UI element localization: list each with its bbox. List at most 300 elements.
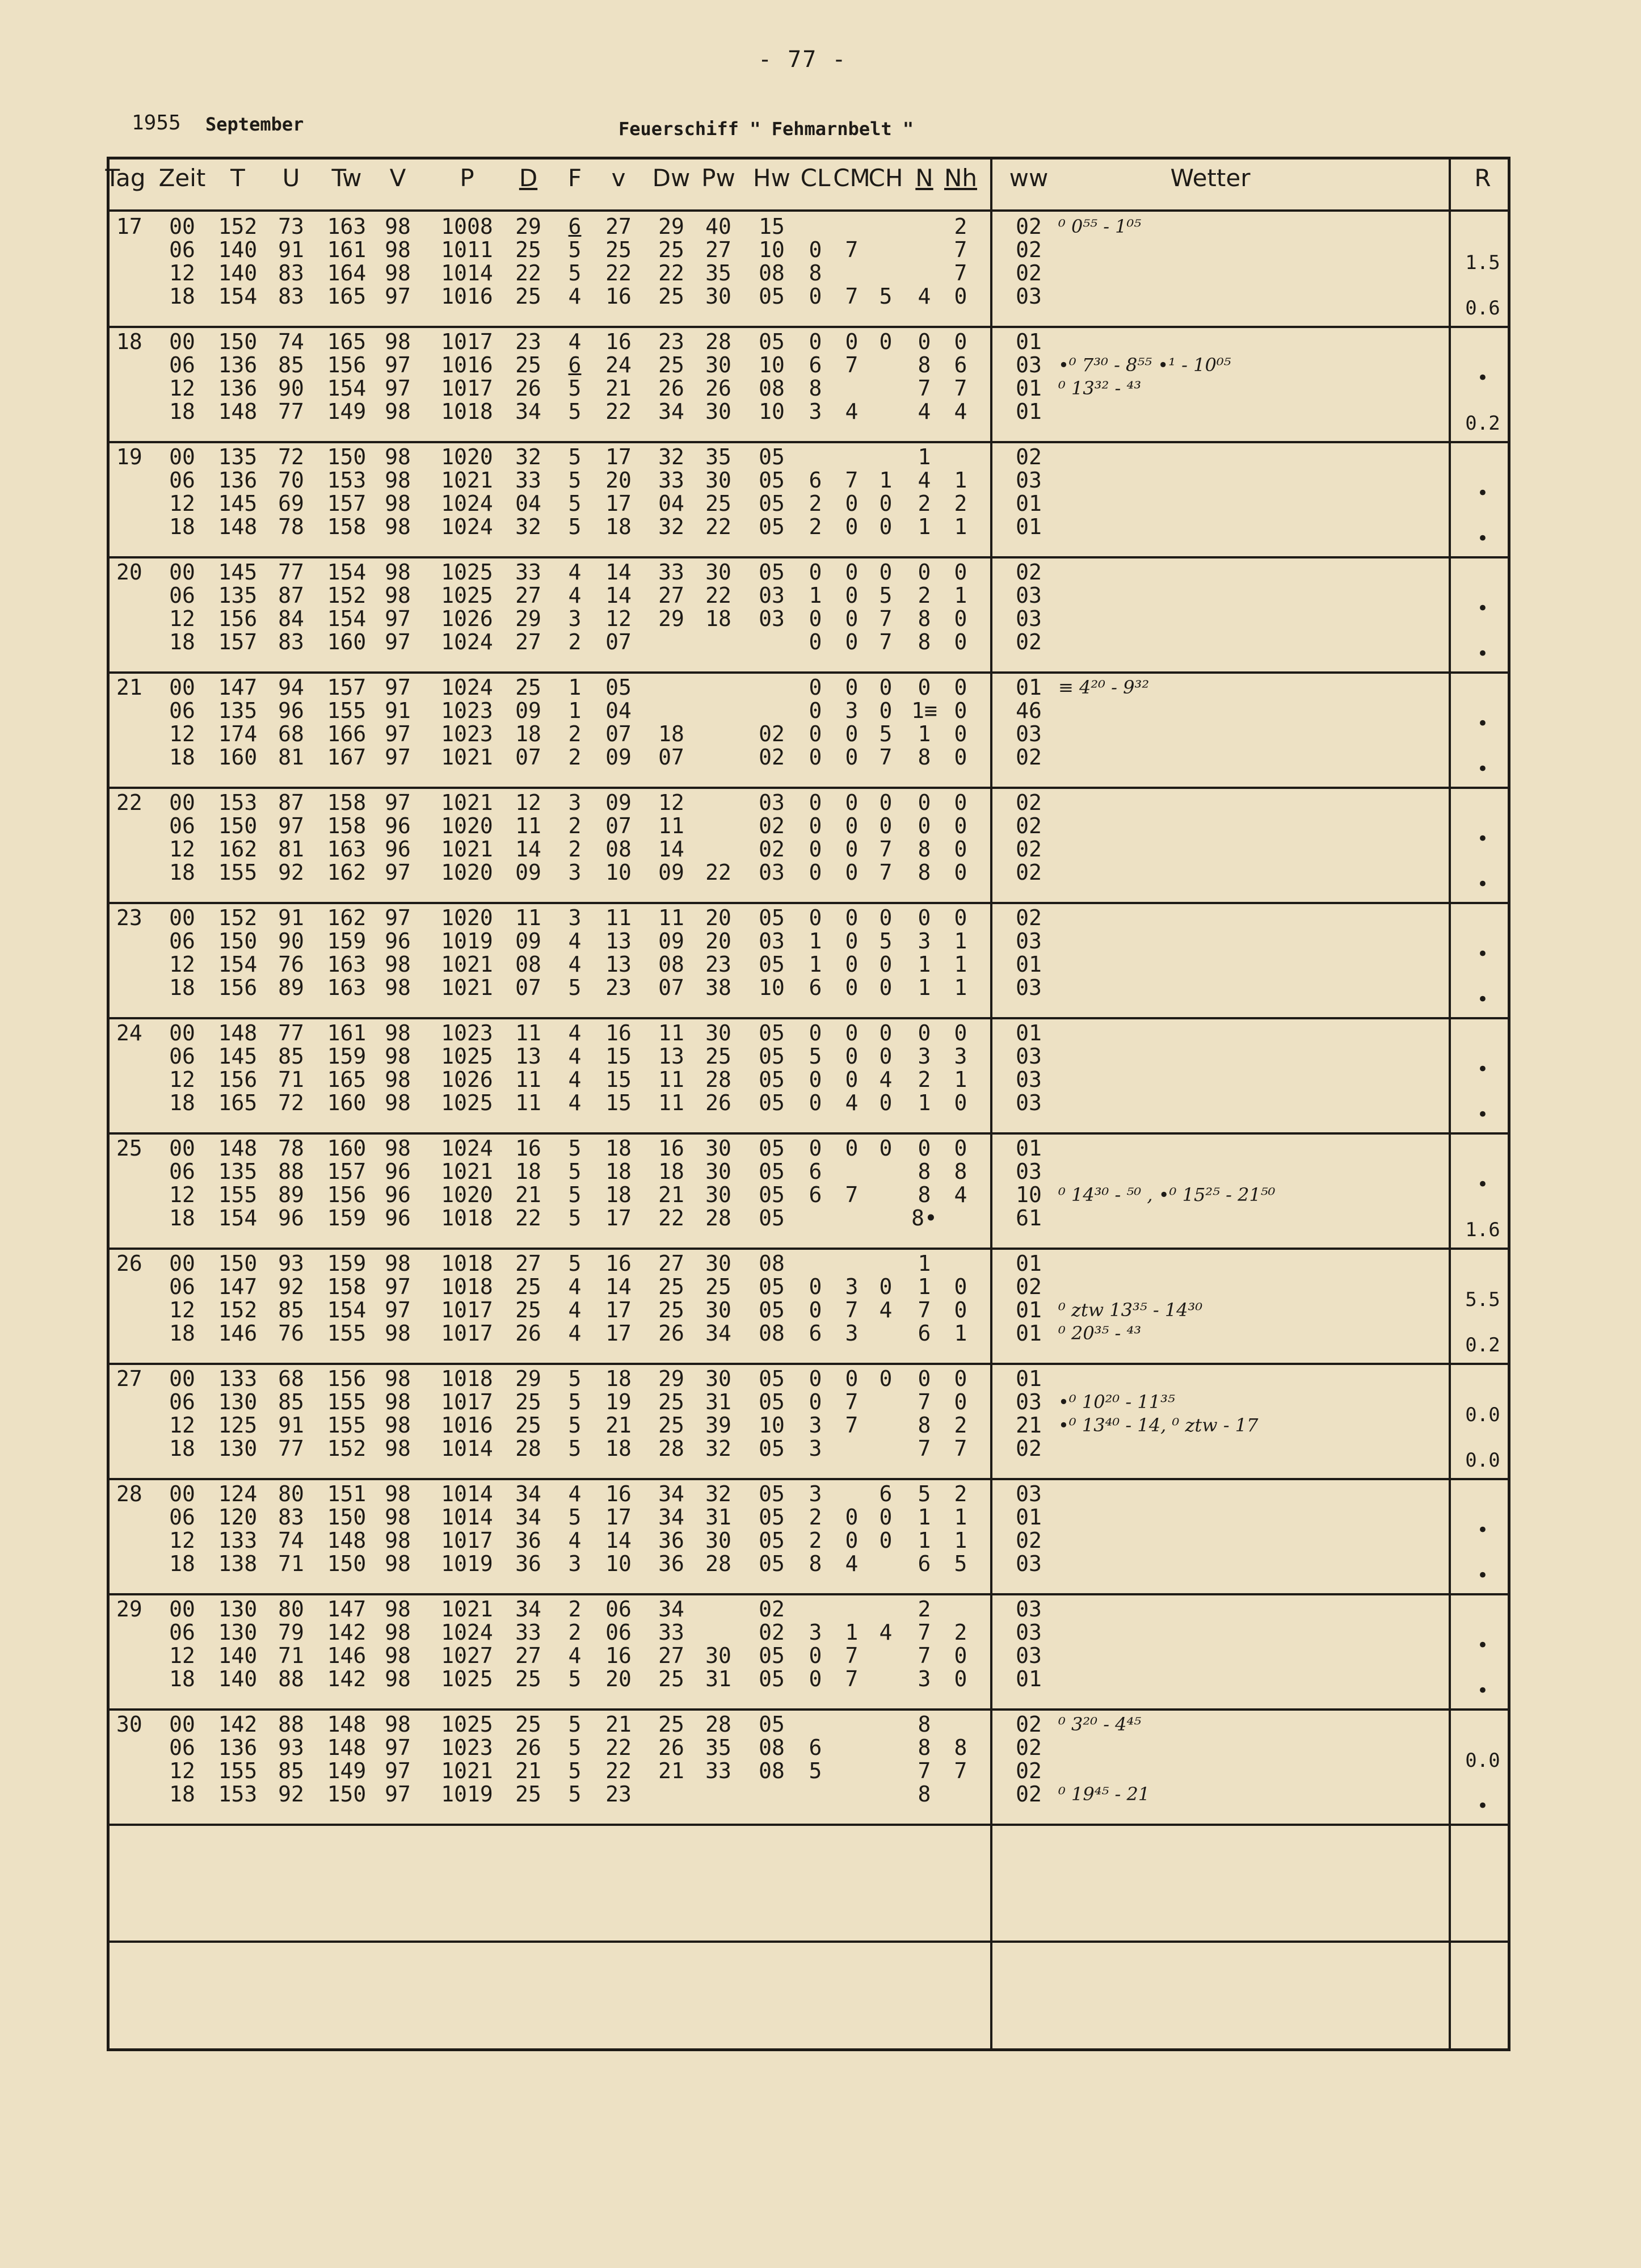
- month: September: [205, 114, 304, 135]
- cell-cl: 0: [809, 837, 822, 862]
- cell-f: 5: [568, 1366, 582, 1391]
- cell-p: 1025: [441, 1090, 493, 1115]
- cell-zeit: 06: [169, 1505, 195, 1530]
- header-tag: Tag: [105, 164, 146, 192]
- cell-v: 96: [385, 813, 411, 838]
- cell-n: 0: [918, 1020, 931, 1045]
- cell-n: 1: [918, 444, 931, 469]
- cell-r: •: [1476, 988, 1489, 1011]
- cell-cm: 7: [845, 1413, 859, 1438]
- cell-v: 98: [385, 1481, 411, 1506]
- cell-tw: 155: [327, 1413, 367, 1438]
- cell-t: 147: [218, 1274, 258, 1299]
- cell-ww: 03: [1016, 583, 1042, 608]
- header-ww: ww: [1009, 164, 1049, 192]
- cell-v-speed: 09: [605, 745, 632, 770]
- cell-v: 98: [385, 1666, 411, 1691]
- cell-r: •: [1476, 482, 1489, 505]
- cell-p: 1025: [441, 1666, 493, 1691]
- cell-f: 5: [568, 1251, 582, 1276]
- cell-v: 98: [385, 214, 411, 239]
- cell-f: 5: [568, 1389, 582, 1414]
- cell-p: 1021: [441, 1159, 493, 1184]
- header-nh: Nh: [944, 164, 978, 192]
- cell-hw: 05: [759, 444, 785, 469]
- cell-v: 98: [385, 514, 411, 539]
- cell-wetter: •⁰ 13⁴⁰ - 14, ⁰ ztw - 17: [1058, 1414, 1259, 1436]
- cell-v: 97: [385, 629, 411, 654]
- cell-ww: 01: [1016, 514, 1042, 539]
- cell-tw: 146: [327, 1643, 367, 1668]
- cell-ww: 02: [1016, 261, 1042, 285]
- cell-p: 1021: [441, 745, 493, 770]
- cell-p: 1014: [441, 1505, 493, 1530]
- table-row: [110, 377, 1508, 400]
- day-number: 25: [116, 1136, 142, 1161]
- cell-cl: 0: [809, 698, 822, 723]
- cell-t: 150: [218, 1251, 258, 1276]
- cell-tw: 157: [327, 675, 367, 700]
- cell-v-speed: 23: [605, 1782, 632, 1807]
- cell-ch: 4: [879, 1620, 893, 1645]
- cell-v-speed: 17: [605, 491, 632, 516]
- cell-v: 96: [385, 1159, 411, 1184]
- cell-ww: 02: [1016, 1782, 1042, 1807]
- cell-f: 4: [568, 1274, 582, 1299]
- station-name: Feuerschiff " Fehmarnbelt ": [618, 118, 914, 140]
- cell-tw: 160: [327, 1136, 367, 1161]
- cell-v: 96: [385, 929, 411, 954]
- cell-u: 92: [278, 1274, 304, 1299]
- cell-cl: 0: [809, 1297, 822, 1322]
- cell-d: 18: [515, 1159, 541, 1184]
- cell-dw: 09: [658, 860, 684, 885]
- cell-d: 25: [515, 1782, 541, 1807]
- cell-t: 156: [218, 1067, 258, 1092]
- cell-ch: 0: [879, 329, 893, 354]
- cell-cm: 0: [845, 560, 859, 585]
- cell-cm: 0: [845, 606, 859, 631]
- cell-f: 1: [568, 698, 582, 723]
- table-row: [110, 1759, 1508, 1783]
- cell-v: 98: [385, 1321, 411, 1346]
- day-block: [110, 1594, 1508, 1710]
- cell-f: 4: [568, 952, 582, 977]
- table-row: [110, 723, 1508, 746]
- cell-t: 138: [218, 1551, 258, 1576]
- cell-cl: 0: [809, 560, 822, 585]
- cell-t: 155: [218, 1182, 258, 1207]
- table-row: [110, 1506, 1508, 1529]
- cell-n: 1: [918, 1505, 931, 1530]
- cell-cm: 7: [845, 237, 859, 262]
- cell-ww: 03: [1016, 1067, 1042, 1092]
- cell-p: 1017: [441, 1297, 493, 1322]
- cell-hw: 05: [759, 1067, 785, 1092]
- cell-tw: 154: [327, 560, 367, 585]
- cell-tw: 163: [327, 214, 367, 239]
- header-pw: Pw: [701, 164, 735, 192]
- cell-pw: 28: [705, 1067, 731, 1092]
- table-row: [110, 1367, 1508, 1391]
- cell-cm: 0: [845, 1366, 859, 1391]
- cell-cm: 3: [845, 698, 859, 723]
- cell-hw: 03: [759, 606, 785, 631]
- cell-d: 32: [515, 444, 541, 469]
- cell-pw: 26: [705, 1090, 731, 1115]
- cell-tw: 164: [327, 261, 367, 285]
- cell-v: 98: [385, 1597, 411, 1622]
- day-number: 23: [116, 905, 142, 930]
- cell-d: 25: [515, 237, 541, 262]
- cell-pw: 28: [705, 1551, 731, 1576]
- table-row: [110, 1621, 1508, 1644]
- cell-t: 130: [218, 1620, 258, 1645]
- cell-d: 13: [515, 1044, 541, 1069]
- cell-hw: 05: [759, 952, 785, 977]
- cell-f: 1: [568, 675, 582, 700]
- cell-nh: 0: [954, 329, 967, 354]
- page-number: - 77 -: [758, 47, 847, 73]
- cell-f: 2: [568, 1597, 582, 1622]
- cell-cl: 0: [809, 629, 822, 654]
- cell-d: 04: [515, 491, 541, 516]
- cell-n: 2: [918, 1597, 931, 1622]
- cell-f: 2: [568, 629, 582, 654]
- cell-cm: 0: [845, 860, 859, 885]
- cell-u: 97: [278, 813, 304, 838]
- cell-hw: 05: [759, 1481, 785, 1506]
- cell-ww: 02: [1016, 790, 1042, 815]
- cell-nh: 1: [954, 952, 967, 977]
- cell-f: 5: [568, 1666, 582, 1691]
- table-row: [110, 446, 1508, 469]
- cell-ww: 01: [1016, 1020, 1042, 1045]
- cell-v-speed: 27: [605, 214, 632, 239]
- cell-r: •: [1476, 1173, 1489, 1196]
- cell-zeit: 12: [169, 1297, 195, 1322]
- cell-tw: 158: [327, 790, 367, 815]
- cell-ch: 7: [879, 606, 893, 631]
- table-row: [110, 953, 1508, 976]
- cell-pw: 28: [705, 1206, 731, 1230]
- cell-f: 5: [568, 1735, 582, 1760]
- cell-hw: 03: [759, 790, 785, 815]
- cell-v-speed: 22: [605, 1758, 632, 1783]
- cell-n: 1: [918, 1274, 931, 1299]
- cell-ww: 03: [1016, 1620, 1042, 1645]
- cell-ch: 0: [879, 1505, 893, 1530]
- cell-zeit: 12: [169, 1528, 195, 1553]
- cell-f: 2: [568, 1620, 582, 1645]
- cell-cl: 0: [809, 1666, 822, 1691]
- cell-v: 97: [385, 675, 411, 700]
- cell-n: 8: [918, 352, 931, 377]
- cell-d: 25: [515, 1413, 541, 1438]
- table-row: [110, 1391, 1508, 1414]
- cell-pw: 30: [705, 284, 731, 309]
- cell-cl: 2: [809, 491, 822, 516]
- cell-v: 98: [385, 1551, 411, 1576]
- table-row: [110, 1552, 1508, 1576]
- cell-p: 1021: [441, 837, 493, 862]
- cell-cm: 0: [845, 1528, 859, 1553]
- cell-ch: 0: [879, 1274, 893, 1299]
- cell-v: 97: [385, 745, 411, 770]
- cell-v-speed: 18: [605, 1159, 632, 1184]
- cell-v: 97: [385, 905, 411, 930]
- cell-ww: 03: [1016, 468, 1042, 493]
- cell-r: •: [1476, 642, 1489, 665]
- cell-cm: 0: [845, 1136, 859, 1161]
- cell-u: 91: [278, 1413, 304, 1438]
- header-hw: Hw: [753, 164, 790, 192]
- cell-cl: 1: [809, 583, 822, 608]
- cell-tw: 156: [327, 1366, 367, 1391]
- cell-hw: 05: [759, 1366, 785, 1391]
- cell-t: 148: [218, 514, 258, 539]
- cell-t: 154: [218, 952, 258, 977]
- header-u: U: [282, 164, 300, 192]
- cell-v: 97: [385, 606, 411, 631]
- cell-dw: 16: [658, 1136, 684, 1161]
- cell-d: 18: [515, 721, 541, 746]
- cell-dw: 11: [658, 1020, 684, 1045]
- cell-f: 4: [568, 1020, 582, 1045]
- cell-nh: 2: [954, 1481, 967, 1506]
- cell-nh: 1: [954, 929, 967, 954]
- cell-u: 84: [278, 606, 304, 631]
- cell-hw: 02: [759, 721, 785, 746]
- cell-cl: 1: [809, 929, 822, 954]
- cell-hw: 05: [759, 1505, 785, 1530]
- cell-cm: 3: [845, 1321, 859, 1346]
- cell-dw: 26: [658, 376, 684, 401]
- cell-f: 4: [568, 1643, 582, 1668]
- cell-f: 5: [568, 491, 582, 516]
- cell-tw: 163: [327, 952, 367, 977]
- cell-v-speed: 14: [605, 1274, 632, 1299]
- cell-ch: 0: [879, 790, 893, 815]
- cell-u: 72: [278, 444, 304, 469]
- cell-zeit: 12: [169, 606, 195, 631]
- cell-cl: 1: [809, 952, 822, 977]
- cell-zeit: 18: [169, 1666, 195, 1691]
- cell-cl: 2: [809, 1505, 822, 1530]
- table-row: [110, 746, 1508, 769]
- cell-dw: 22: [658, 1206, 684, 1230]
- cell-cm: 7: [845, 1666, 859, 1691]
- cell-ww: 03: [1016, 929, 1042, 954]
- table-row: [110, 976, 1508, 999]
- cell-d: 27: [515, 583, 541, 608]
- cell-pw: 30: [705, 1297, 731, 1322]
- table-row: [110, 215, 1508, 238]
- cell-hw: 08: [759, 1735, 785, 1760]
- cell-ww: 01: [1016, 1297, 1042, 1322]
- cell-nh: 0: [954, 1297, 967, 1322]
- cell-u: 85: [278, 1044, 304, 1069]
- cell-cm: 0: [845, 583, 859, 608]
- cell-p: 1017: [441, 329, 493, 354]
- cell-p: 1018: [441, 399, 493, 424]
- cell-t: 136: [218, 468, 258, 493]
- cell-cm: 0: [845, 629, 859, 654]
- cell-t: 150: [218, 813, 258, 838]
- cell-tw: 161: [327, 237, 367, 262]
- cell-t: 157: [218, 629, 258, 654]
- cell-ww: 03: [1016, 1090, 1042, 1115]
- cell-u: 91: [278, 237, 304, 262]
- cell-hw: 10: [759, 237, 785, 262]
- cell-t: 152: [218, 214, 258, 239]
- cell-f: 4: [568, 583, 582, 608]
- cell-t: 150: [218, 329, 258, 354]
- cell-n: 7: [918, 1758, 931, 1783]
- cell-tw: 160: [327, 1090, 367, 1115]
- cell-nh: 1: [954, 514, 967, 539]
- cell-ww: 61: [1016, 1206, 1042, 1230]
- cell-v-speed: 22: [605, 261, 632, 285]
- cell-u: 69: [278, 491, 304, 516]
- table-row: [110, 1045, 1508, 1068]
- cell-tw: 158: [327, 813, 367, 838]
- cell-pw: 35: [705, 444, 731, 469]
- cell-v-speed: 15: [605, 1090, 632, 1115]
- cell-v: 98: [385, 444, 411, 469]
- table-row: [110, 1275, 1508, 1299]
- cell-tw: 154: [327, 376, 367, 401]
- cell-n: 7: [918, 376, 931, 401]
- cell-d: 26: [515, 376, 541, 401]
- cell-tw: 153: [327, 468, 367, 493]
- cell-nh: 0: [954, 629, 967, 654]
- cell-ww: 03: [1016, 1597, 1042, 1622]
- cell-u: 68: [278, 721, 304, 746]
- cell-p: 1023: [441, 1735, 493, 1760]
- cell-dw: 33: [658, 1620, 684, 1645]
- cell-v: 98: [385, 1643, 411, 1668]
- cell-cm: 7: [845, 352, 859, 377]
- cell-ch: 0: [879, 1044, 893, 1069]
- cell-v-speed: 09: [605, 790, 632, 815]
- cell-p: 1020: [441, 813, 493, 838]
- day-block: [110, 788, 1508, 903]
- day-number: 29: [116, 1597, 142, 1622]
- cell-ww: 03: [1016, 1044, 1042, 1069]
- table-row: [110, 1022, 1508, 1045]
- cell-pw: 30: [705, 1251, 731, 1276]
- cell-f: 6: [568, 214, 582, 239]
- cell-ww: 01: [1016, 491, 1042, 516]
- cell-d: 25: [515, 1666, 541, 1691]
- cell-f: 4: [568, 1297, 582, 1322]
- cell-cm: 0: [845, 905, 859, 930]
- cell-v-speed: 06: [605, 1597, 632, 1622]
- cell-v-speed: 20: [605, 468, 632, 493]
- cell-u: 96: [278, 698, 304, 723]
- cell-t: 152: [218, 905, 258, 930]
- table-row: [110, 906, 1508, 930]
- cell-p: 1023: [441, 721, 493, 746]
- cell-ch: 7: [879, 837, 893, 862]
- cell-ww: 01: [1016, 1251, 1042, 1276]
- table-row: [110, 584, 1508, 607]
- cell-ww: 01: [1016, 1366, 1042, 1391]
- cell-u: 77: [278, 560, 304, 585]
- cell-ww: 02: [1016, 444, 1042, 469]
- cell-f: 4: [568, 560, 582, 585]
- cell-t: 135: [218, 698, 258, 723]
- cell-d: 11: [515, 813, 541, 838]
- cell-n: 1: [918, 952, 931, 977]
- cell-tw: 150: [327, 1782, 367, 1807]
- cell-d: 29: [515, 606, 541, 631]
- cell-ww: 01: [1016, 952, 1042, 977]
- cell-n: 8: [918, 1712, 931, 1737]
- cell-cl: 0: [809, 1643, 822, 1668]
- cell-zeit: 00: [169, 790, 195, 815]
- cell-ch: 4: [879, 1297, 893, 1322]
- cell-f: 5: [568, 1136, 582, 1161]
- cell-tw: 162: [327, 905, 367, 930]
- day-block: [110, 557, 1508, 673]
- table-row: [110, 330, 1508, 354]
- cell-pw: 22: [705, 514, 731, 539]
- cell-cl: 0: [809, 1020, 822, 1045]
- table-row: [110, 791, 1508, 814]
- cell-t: 136: [218, 376, 258, 401]
- cell-v-speed: 20: [605, 1666, 632, 1691]
- cell-dw: 29: [658, 1366, 684, 1391]
- cell-f: 4: [568, 1067, 582, 1092]
- cell-f: 3: [568, 860, 582, 885]
- cell-zeit: 12: [169, 837, 195, 862]
- cell-nh: 6: [954, 352, 967, 377]
- cell-v: 98: [385, 1251, 411, 1276]
- cell-tw: 150: [327, 1505, 367, 1530]
- cell-dw: 11: [658, 1067, 684, 1092]
- cell-v-speed: 18: [605, 1136, 632, 1161]
- cell-cm: 0: [845, 975, 859, 1000]
- cell-v: 97: [385, 376, 411, 401]
- cell-f: 4: [568, 329, 582, 354]
- cell-f: 2: [568, 837, 582, 862]
- cell-d: 34: [515, 399, 541, 424]
- cell-nh: 0: [954, 1643, 967, 1668]
- cell-t: 130: [218, 1389, 258, 1414]
- cell-p: 1024: [441, 629, 493, 654]
- cell-dw: 33: [658, 468, 684, 493]
- day-block: [110, 212, 1508, 327]
- cell-cm: 4: [845, 399, 859, 424]
- cell-n: 7: [918, 1389, 931, 1414]
- cell-v: 98: [385, 261, 411, 285]
- cell-dw: 27: [658, 1643, 684, 1668]
- cell-t: 140: [218, 261, 258, 285]
- cell-dw: 13: [658, 1044, 684, 1069]
- cell-d: 25: [515, 284, 541, 309]
- row-divider: [110, 1941, 1508, 1943]
- cell-pw: 22: [705, 860, 731, 885]
- day-block: [110, 673, 1508, 788]
- cell-r: 5.5: [1465, 1288, 1500, 1311]
- table-row: [110, 1482, 1508, 1506]
- cell-r: 0.0: [1465, 1749, 1500, 1772]
- cell-f: 4: [568, 1528, 582, 1553]
- cell-hw: 05: [759, 560, 785, 585]
- cell-nh: 0: [954, 745, 967, 770]
